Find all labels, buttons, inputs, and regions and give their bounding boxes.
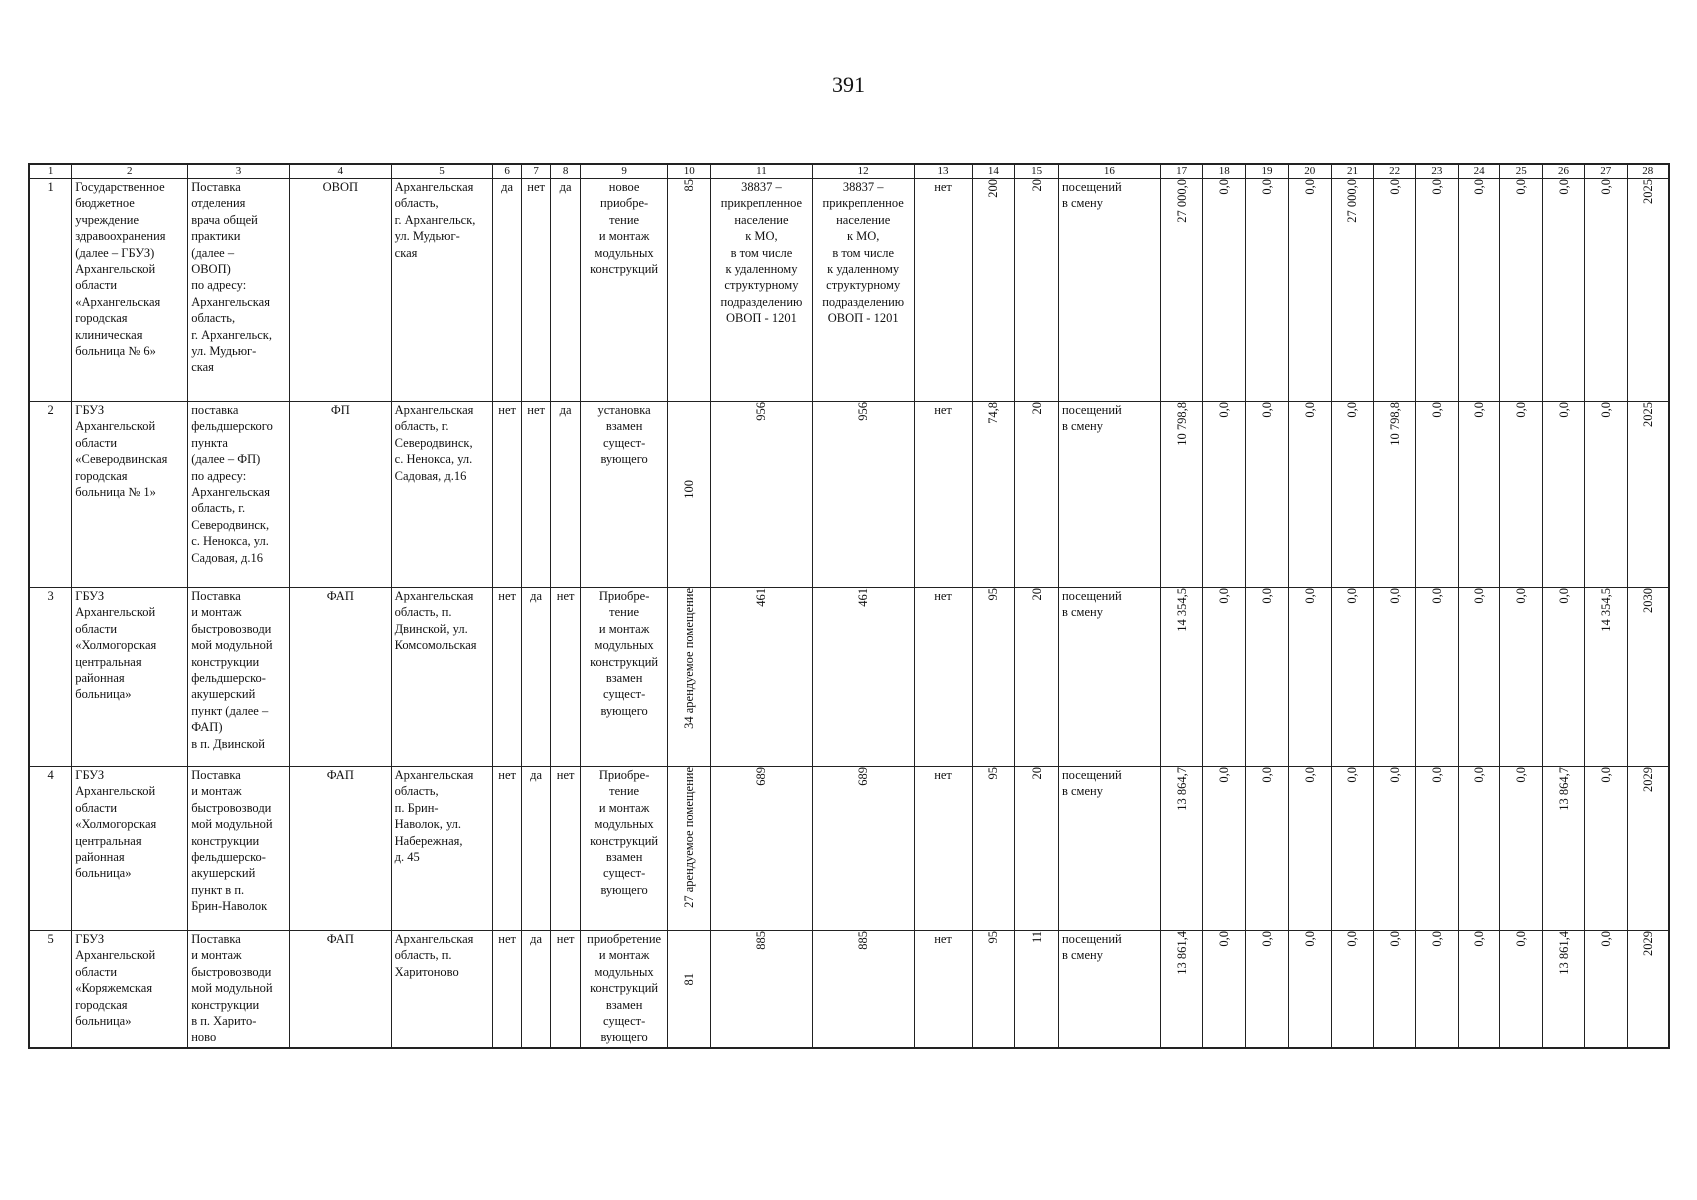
column-number: 8 (551, 164, 581, 179)
column-number: 1 (29, 164, 72, 179)
amount-cell (1458, 588, 1500, 767)
column-number: 22 (1374, 164, 1416, 179)
institution-text: ГБУЗ Архангельской области «Холмогорская центральная районная больница» (75, 589, 157, 702)
year-cell (1627, 588, 1669, 767)
row-number: 5 (29, 931, 72, 1049)
rotated-cell (812, 402, 914, 588)
rotated-value: 461 (856, 588, 871, 607)
rotated-value: 20 (1029, 767, 1044, 780)
amount-value: 13 861,4 (1556, 931, 1571, 975)
amount-cell (1160, 767, 1203, 931)
address-cell (391, 767, 493, 931)
amount-cell (1500, 767, 1543, 931)
amount-cell (1416, 931, 1459, 1049)
amount-value: 0,0 (1302, 588, 1317, 604)
flag-cell: нет (551, 588, 581, 767)
column-number-row (29, 164, 1669, 179)
amount-cell (1288, 588, 1331, 767)
row-number: 1 (29, 179, 72, 402)
work-type-cell (580, 402, 667, 588)
column-number: 7 (521, 164, 551, 179)
address-text: Архангельская область, п. Брин- Наволок, ул. Набережная, д. 45 (394, 768, 474, 865)
column-number: 18 (1203, 164, 1246, 179)
amount-cell (1160, 402, 1203, 588)
amount-cell (1288, 179, 1331, 402)
rotated-value: 81 (682, 973, 697, 986)
capacity-unit-text: посещений в смену (1061, 768, 1122, 799)
amount-value: 0,0 (1472, 179, 1487, 195)
amount-value: 0,0 (1302, 931, 1317, 947)
facility-type: ОВОП (289, 179, 391, 402)
amount-cell (1500, 179, 1543, 402)
rotated-cell (711, 588, 813, 767)
amount-cell (1246, 767, 1289, 931)
amount-value: 0,0 (1302, 179, 1317, 195)
institution-text: ГБУЗ Архангельской области «Коряжемская городская больница» (75, 932, 156, 1029)
institution-cell (72, 931, 188, 1049)
amount-value: 0,0 (1387, 588, 1402, 604)
facility-type: ФАП (289, 767, 391, 931)
rotated-value: 956 (754, 402, 769, 421)
object-cell (188, 931, 290, 1049)
amount-value: 0,0 (1429, 767, 1444, 783)
amount-value: 0,0 (1514, 402, 1529, 418)
flag-cell: нет (521, 402, 551, 588)
amount-value: 0,0 (1345, 402, 1360, 418)
flag-cell: нет (914, 588, 972, 767)
institution-text: ГБУЗ Архангельской области «Холмогорская центральная районная больница» (75, 768, 157, 881)
year-value: 2029 (1640, 767, 1655, 792)
rotated-value: 885 (754, 931, 769, 950)
object-cell (188, 179, 290, 402)
work-type-cell (580, 931, 667, 1049)
amount-cell (1203, 402, 1246, 588)
amount-value: 27 000,0 (1174, 179, 1189, 223)
amount-value: 0,0 (1217, 402, 1232, 418)
amount-cell (1203, 767, 1246, 931)
amount-value: 0,0 (1345, 767, 1360, 783)
rotated-value: 27 арендуемое помещение (682, 767, 697, 908)
address-text: Архангельская область, г. Архангельск, ул. Мудьюг- ская (394, 180, 476, 260)
institution-cell (72, 179, 188, 402)
amount-cell (1203, 179, 1246, 402)
amount-cell (1543, 402, 1585, 588)
institution-cell (72, 402, 188, 588)
column-number: 28 (1627, 164, 1669, 179)
amount-cell (1500, 931, 1543, 1049)
rotated-value: 95 (986, 767, 1001, 780)
amount-value: 14 354,5 (1174, 588, 1189, 632)
address-cell (391, 931, 493, 1049)
amount-cell (1331, 588, 1374, 767)
amount-cell (1246, 179, 1289, 402)
amount-value: 0,0 (1556, 402, 1571, 418)
rotated-value: 11 (1029, 931, 1044, 944)
population-text: 38837 – прикрепленное население к МО, в том числе к удаленному структурному подразделению ОВОП - 1201 (822, 180, 905, 326)
object-cell (188, 588, 290, 767)
column-number: 6 (493, 164, 521, 179)
amount-value: 0,0 (1302, 402, 1317, 418)
address-text: Архангельская область, п. Двинской, ул. Комсомольская (394, 589, 477, 653)
amount-cell (1374, 931, 1416, 1049)
rotated-value: 689 (856, 767, 871, 786)
flag-cell: нет (914, 767, 972, 931)
amount-cell (1543, 767, 1585, 931)
amount-cell (1160, 931, 1203, 1049)
amount-cell (1500, 588, 1543, 767)
flag-cell: нет (493, 931, 521, 1049)
amount-value: 13 864,7 (1556, 767, 1571, 811)
rotated-cell (711, 767, 813, 931)
amount-value: 0,0 (1429, 588, 1444, 604)
amount-value: 0,0 (1260, 767, 1275, 783)
rotated-cell (812, 588, 914, 767)
amount-value: 0,0 (1260, 588, 1275, 604)
rotated-cell (812, 931, 914, 1049)
column-number: 27 (1584, 164, 1627, 179)
amount-value: 10 798,8 (1174, 402, 1189, 446)
amount-cell (1458, 179, 1500, 402)
amount-value: 0,0 (1260, 179, 1275, 195)
rotated-value: 85 (682, 179, 697, 192)
year-cell (1627, 179, 1669, 402)
amount-value: 0,0 (1514, 179, 1529, 195)
rotated-value: 200 (986, 179, 1001, 198)
flag-cell: нет (914, 179, 972, 402)
amount-value: 0,0 (1429, 402, 1444, 418)
amount-cell (1203, 931, 1246, 1049)
amount-value: 0,0 (1598, 931, 1613, 947)
flag-cell: нет (551, 931, 581, 1049)
address-cell (391, 588, 493, 767)
amount-value: 13 864,7 (1174, 767, 1189, 811)
column-number: 16 (1058, 164, 1160, 179)
work-type-cell (580, 767, 667, 931)
rotated-value: 20 (1029, 588, 1044, 601)
flag-cell: нет (914, 931, 972, 1049)
amount-value: 0,0 (1217, 767, 1232, 783)
capacity-unit-text: посещений в смену (1061, 932, 1122, 963)
address-text: Архангельская область, г. Северодвинск, с. Ненокса, ул. Садовая, д.16 (394, 403, 474, 483)
flag-cell: нет (551, 767, 581, 931)
amount-value: 0,0 (1429, 931, 1444, 947)
column-number: 3 (188, 164, 290, 179)
amount-cell (1458, 402, 1500, 588)
amount-cell (1584, 179, 1627, 402)
amount-value: 0,0 (1556, 588, 1571, 604)
rotated-cell (972, 931, 1015, 1049)
amount-value: 0,0 (1429, 179, 1444, 195)
amount-cell (1500, 402, 1543, 588)
amount-cell (1584, 588, 1627, 767)
flag-cell: да (493, 179, 521, 402)
amount-value: 0,0 (1260, 402, 1275, 418)
year-value: 2030 (1640, 588, 1655, 613)
amount-cell (1458, 767, 1500, 931)
flag-cell: да (551, 402, 581, 588)
amount-cell (1160, 179, 1203, 402)
flag-cell: да (551, 179, 581, 402)
flag-cell: нет (493, 402, 521, 588)
amount-value: 0,0 (1514, 931, 1529, 947)
rotated-value: 74,8 (986, 402, 1001, 424)
rotated-cell (1015, 588, 1059, 767)
rotated-value: 34 арендуемое помещение (682, 588, 697, 729)
capacity-unit-cell (1058, 767, 1160, 931)
amount-cell (1288, 402, 1331, 588)
column-number: 4 (289, 164, 391, 179)
flag-cell: нет (493, 767, 521, 931)
amount-value: 0,0 (1472, 588, 1487, 604)
amount-cell (1160, 588, 1203, 767)
flag-cell: да (521, 767, 551, 931)
amount-cell (1331, 179, 1374, 402)
facilities-table (28, 163, 1670, 1049)
column-number: 10 (668, 164, 711, 179)
amount-cell (1584, 402, 1627, 588)
amount-cell (1374, 179, 1416, 402)
row-number: 4 (29, 767, 72, 931)
amount-value: 14 354,5 (1598, 588, 1613, 632)
year-cell (1627, 767, 1669, 931)
institution-text: ГБУЗ Архангельской области «Северодвинская городская больница № 1» (75, 403, 168, 500)
column-number: 24 (1458, 164, 1500, 179)
amount-cell (1374, 767, 1416, 931)
capacity-unit-cell (1058, 931, 1160, 1049)
table-row (29, 931, 1669, 1049)
amount-value: 10 798,8 (1387, 402, 1402, 446)
facility-type: ФАП (289, 588, 391, 767)
institution-text: Государственное бюджетное учреждение здравоохранения (далее – ГБУЗ) Архангельской области «Архангельская городская клиническая больница № 6» (75, 180, 166, 359)
work-type-text: новое приобре- тение и монтаж модульных конструкций (590, 180, 659, 277)
amount-cell (1246, 402, 1289, 588)
column-number: 26 (1543, 164, 1585, 179)
column-number: 15 (1015, 164, 1059, 179)
amount-cell (1543, 179, 1585, 402)
column-number: 14 (972, 164, 1015, 179)
amount-cell (1416, 402, 1459, 588)
facility-type: ФП (289, 402, 391, 588)
column-number: 9 (580, 164, 667, 179)
amount-cell (1416, 588, 1459, 767)
amount-cell (1288, 931, 1331, 1049)
amount-value: 0,0 (1514, 767, 1529, 783)
column-number: 2 (72, 164, 188, 179)
flag-cell: нет (521, 179, 551, 402)
row-number: 2 (29, 402, 72, 588)
object-text: Поставка отделения врача общей практики (далее – ОВОП) по адресу: Архангельская область, г. Архангельск, ул. Мудьюг- ская (191, 180, 272, 375)
amount-value: 27 000,0 (1345, 179, 1360, 223)
address-cell (391, 179, 493, 402)
rotated-cell (972, 588, 1015, 767)
address-cell (391, 402, 493, 588)
flag-cell: да (521, 931, 551, 1049)
amount-cell (1374, 402, 1416, 588)
amount-value: 0,0 (1598, 767, 1613, 783)
object-text: поставка фельдшерского пункта (далее – ФП) по адресу: Архангельская область, г. Северодвинск, с. Ненокса, ул. Садовая, д.16 (191, 403, 273, 565)
work-type-text: Приобре- тение и монтаж модульных конструкций взамен сущест- вующего (590, 768, 659, 897)
work-type-text: Приобре- тение и монтаж модульных конструкций взамен сущест- вующего (590, 589, 659, 718)
amount-cell (1331, 767, 1374, 931)
column-number: 17 (1160, 164, 1203, 179)
rotated-cell (711, 931, 813, 1049)
amount-cell (1331, 931, 1374, 1049)
amount-value: 0,0 (1345, 931, 1360, 947)
rotated-cell (972, 179, 1015, 402)
work-type-text: приобретение и монтаж модульных конструкций взамен сущест- вующего (587, 932, 662, 1045)
rotated-cell (668, 931, 711, 1049)
capacity-unit-cell (1058, 179, 1160, 402)
amount-cell (1203, 588, 1246, 767)
amount-value: 0,0 (1217, 588, 1232, 604)
year-value: 2025 (1640, 179, 1655, 204)
amount-value: 0,0 (1387, 767, 1402, 783)
population-cell (711, 179, 813, 402)
table-row (29, 588, 1669, 767)
column-number: 11 (711, 164, 813, 179)
amount-cell (1584, 767, 1627, 931)
year-cell (1627, 402, 1669, 588)
address-text: Архангельская область, п. Харитоново (394, 932, 474, 979)
work-type-cell (580, 179, 667, 402)
population-text: 38837 – прикрепленное население к МО, в том числе к удаленному структурному подразделению ОВОП - 1201 (720, 180, 803, 326)
amount-value: 0,0 (1472, 402, 1487, 418)
capacity-unit-text: посещений в смену (1061, 180, 1122, 211)
rotated-cell (668, 588, 711, 767)
amount-value: 0,0 (1345, 588, 1360, 604)
rotated-cell (668, 767, 711, 931)
rotated-value: 956 (856, 402, 871, 421)
facility-type: ФАП (289, 931, 391, 1049)
amount-cell (1288, 767, 1331, 931)
amount-value: 0,0 (1302, 767, 1317, 783)
population-cell (812, 179, 914, 402)
column-number: 21 (1331, 164, 1374, 179)
institution-cell (72, 767, 188, 931)
flag-cell: да (521, 588, 551, 767)
object-cell (188, 402, 290, 588)
amount-cell (1374, 588, 1416, 767)
rotated-cell (972, 402, 1015, 588)
rotated-cell (812, 767, 914, 931)
amount-value: 13 861,4 (1174, 931, 1189, 975)
work-type-cell (580, 588, 667, 767)
object-text: Поставка и монтаж быстровозводи мой модульной конструкции фельдшерско- акушерский пункт в п. Брин-Наволок (191, 768, 273, 914)
year-value: 2029 (1640, 931, 1655, 956)
amount-value: 0,0 (1472, 931, 1487, 947)
amount-value: 0,0 (1260, 931, 1275, 947)
rotated-value: 461 (754, 588, 769, 607)
object-cell (188, 767, 290, 931)
rotated-cell (668, 179, 711, 402)
rotated-value: 95 (986, 588, 1001, 601)
row-number: 3 (29, 588, 72, 767)
amount-value: 0,0 (1217, 179, 1232, 195)
rotated-value: 689 (754, 767, 769, 786)
page-number: 391 (832, 72, 865, 97)
capacity-unit-text: посещений в смену (1061, 589, 1122, 620)
amount-cell (1543, 931, 1585, 1049)
rotated-value: 95 (986, 931, 1001, 944)
amount-cell (1584, 931, 1627, 1049)
amount-value: 0,0 (1514, 588, 1529, 604)
rotated-cell (711, 402, 813, 588)
table-row (29, 179, 1669, 402)
rotated-cell (1015, 767, 1059, 931)
amount-cell (1416, 179, 1459, 402)
rotated-cell (1015, 931, 1059, 1049)
amount-cell (1458, 931, 1500, 1049)
amount-value: 0,0 (1217, 931, 1232, 947)
column-number: 25 (1500, 164, 1543, 179)
capacity-unit-cell (1058, 588, 1160, 767)
rotated-cell (972, 767, 1015, 931)
table-row (29, 767, 1669, 931)
capacity-unit-text: посещений в смену (1061, 403, 1122, 434)
rotated-cell (1015, 402, 1059, 588)
object-text: Поставка и монтаж быстровозводи мой модульной конструкции фельдшерско- акушерский пункт (далее – ФАП) в п. Двинской (191, 589, 273, 751)
amount-value: 0,0 (1472, 767, 1487, 783)
amount-cell (1543, 588, 1585, 767)
object-text: Поставка и монтаж быстровозводи мой модульной конструкции в п. Харито- ново (191, 932, 273, 1045)
amount-value: 0,0 (1598, 179, 1613, 195)
table-row (29, 402, 1669, 588)
column-number: 20 (1288, 164, 1331, 179)
column-number: 12 (812, 164, 914, 179)
column-number: 23 (1416, 164, 1459, 179)
rotated-value: 20 (1029, 179, 1044, 192)
column-number: 19 (1246, 164, 1289, 179)
capacity-unit-cell (1058, 402, 1160, 588)
rotated-cell (668, 402, 711, 588)
amount-value: 0,0 (1556, 179, 1571, 195)
rotated-value: 20 (1029, 402, 1044, 415)
institution-cell (72, 588, 188, 767)
rotated-cell (1015, 179, 1059, 402)
column-number: 5 (391, 164, 493, 179)
rotated-value: 100 (682, 480, 697, 499)
amount-cell (1246, 931, 1289, 1049)
flag-cell: нет (493, 588, 521, 767)
work-type-text: установка взамен сущест- вующего (597, 403, 651, 467)
amount-cell (1246, 588, 1289, 767)
year-value: 2025 (1640, 402, 1655, 427)
column-number: 13 (914, 164, 972, 179)
amount-value: 0,0 (1387, 931, 1402, 947)
rotated-value: 885 (856, 931, 871, 950)
amount-value: 0,0 (1598, 402, 1613, 418)
amount-value: 0,0 (1387, 179, 1402, 195)
amount-cell (1331, 402, 1374, 588)
flag-cell: нет (914, 402, 972, 588)
amount-cell (1416, 767, 1459, 931)
year-cell (1627, 931, 1669, 1049)
